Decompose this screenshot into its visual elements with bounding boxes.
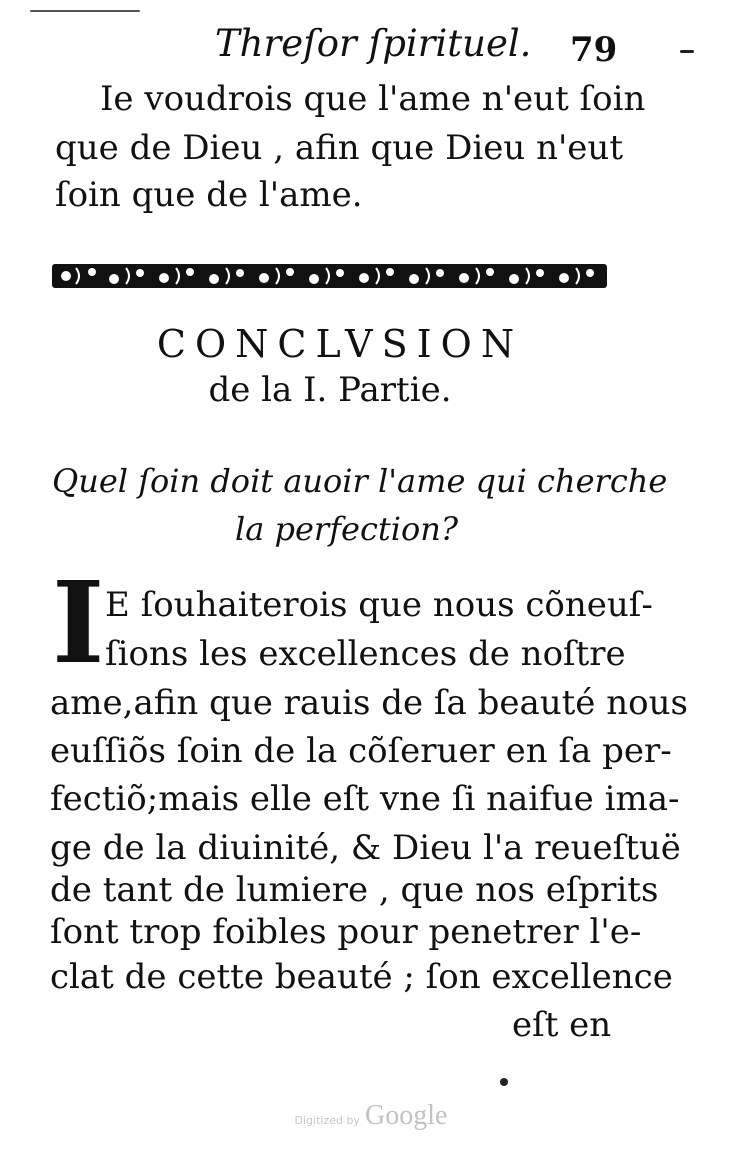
top-paragraph-line: que de Dieu , afin que Dieu n'eut — [55, 128, 623, 168]
page-number: 79 — [570, 30, 618, 70]
ink-speck — [500, 1078, 508, 1086]
top-paragraph-line: ſoin que de l'ame. — [55, 175, 363, 215]
watermark-prefix: Digitized by — [294, 1114, 360, 1127]
drop-cap: I — [52, 558, 105, 689]
digitization-watermark — [0, 1100, 742, 1132]
body-paragraph-line: E ſouhaiterois que nous cõneuſ- — [105, 585, 653, 625]
top-paragraph-line: Ie voudrois que l'ame n'eut ſoin — [100, 79, 646, 119]
ornament-icon — [52, 258, 607, 294]
body-paragraph-line: ſions les excellences de noſtre — [105, 634, 626, 674]
watermark-brand: Google — [365, 1100, 448, 1131]
body-paragraph-line: euſſiõs ſoin de la cõſeruer en ſa per- — [50, 731, 672, 771]
section-heading: CONCLVSION — [156, 322, 524, 366]
catchword: eſt en — [512, 1005, 612, 1045]
body-paragraph-line: fectiõ;mais elle eſt vne ſi naifue ima- — [50, 779, 680, 819]
body-paragraph-line: de tant de lumiere , que nos eſprits — [50, 870, 659, 910]
body-paragraph-line: ſont trop foibles pour penetrer l'e- — [50, 912, 642, 952]
question-line: la perfection? — [235, 510, 459, 548]
body-paragraph-line: clat de cette beauté ; ſon excellence — [50, 957, 673, 997]
running-title: Threſor ſpirituel. — [215, 22, 532, 65]
section-subheading: de la I. Partie. — [208, 370, 452, 410]
body-paragraph-line: ge de la diuinité, & Dieu l'a reueſtuë — [50, 828, 681, 868]
body-paragraph-line: ame,afin que rauis de ſa beauté nous — [50, 683, 688, 723]
ink-mark — [680, 50, 694, 53]
scan-edge-mark — [30, 10, 140, 12]
question-line: Quel ſoin doit auoir l'ame qui cherche — [52, 462, 668, 500]
decorative-ornament-band — [52, 258, 607, 294]
